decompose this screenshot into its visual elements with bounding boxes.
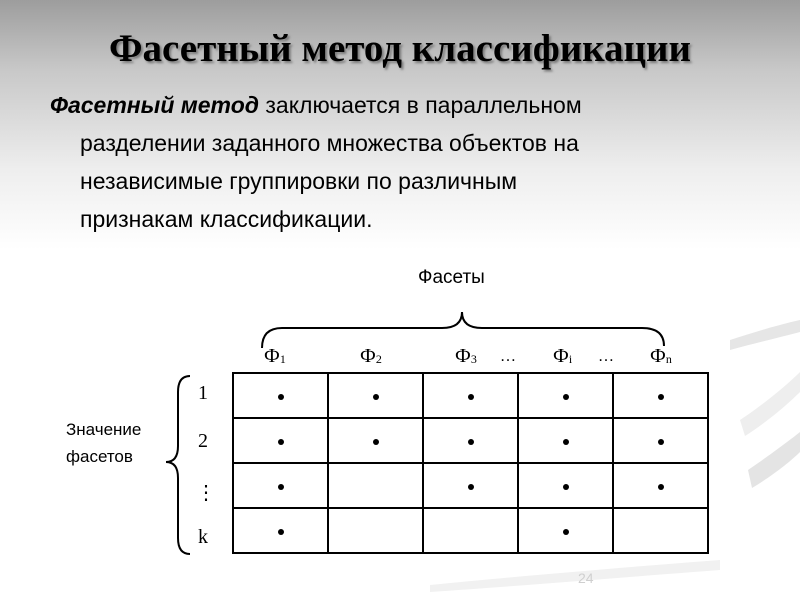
facet-value-dot — [373, 394, 379, 400]
facet-table-body — [233, 373, 708, 553]
facet-ellipsis-2: … — [598, 348, 614, 365]
facet-value-dot — [563, 394, 569, 400]
facet-cell — [518, 418, 613, 463]
facet-value-dot — [278, 439, 284, 445]
facet-header-n-index: n — [665, 352, 672, 366]
facet-value-dot — [468, 439, 474, 445]
row-label-2: 2 — [198, 430, 208, 452]
facet-cell — [613, 508, 708, 553]
facet-cell — [233, 373, 328, 418]
facet-cell — [328, 373, 423, 418]
row-label-1: 1 — [198, 382, 208, 404]
facet-header-2-index: 2 — [375, 352, 382, 366]
slide-title: Фасетный метод классификации — [109, 27, 691, 70]
facet-cell — [423, 373, 518, 418]
table-row — [233, 508, 708, 553]
page-number: 24 — [578, 570, 594, 586]
table-row — [233, 463, 708, 508]
facet-table — [232, 372, 709, 554]
table-row — [233, 373, 708, 418]
paragraph-line-2: разделении заданного множества объектов на — [80, 130, 579, 156]
paragraph-line-3: независимые группировки по различным — [80, 168, 518, 194]
facet-header-1-letter: Ф — [264, 345, 280, 367]
facet-ellipsis-1: … — [500, 348, 516, 365]
facet-cell — [423, 463, 518, 508]
row-label-vdots: ⋮ — [196, 482, 216, 504]
side-label-line-1: Значение — [66, 420, 142, 439]
facet-cell — [233, 463, 328, 508]
facet-header-i-index: i — [568, 352, 573, 366]
facet-value-dot — [373, 439, 379, 445]
side-label-line-2: фасетов — [66, 447, 133, 466]
facet-value-dot — [278, 394, 284, 400]
facet-header-2-letter: Ф — [360, 345, 376, 367]
facet-header-1-index: 1 — [279, 352, 286, 366]
facet-header-n-letter: Ф — [650, 345, 666, 367]
row-label-k: k — [198, 526, 208, 548]
paragraph-line-1-rest: заключается в параллельном — [258, 92, 582, 118]
facet-value-dot — [658, 484, 664, 490]
facet-cell — [423, 418, 518, 463]
facet-cell — [518, 508, 613, 553]
facet-value-dot — [658, 394, 664, 400]
facet-value-dot — [563, 484, 569, 490]
facet-value-dot — [468, 394, 474, 400]
table-row — [233, 418, 708, 463]
facet-value-dot — [468, 484, 474, 490]
facet-value-dot — [563, 529, 569, 535]
paragraph-line-4: признакам классификации. — [80, 206, 373, 232]
facet-cell — [518, 373, 613, 418]
facet-value-dot — [278, 484, 284, 490]
facet-cell — [328, 463, 423, 508]
facet-value-dot — [563, 439, 569, 445]
facet-cell — [423, 508, 518, 553]
facets-caption: Фасеты — [418, 267, 485, 288]
facet-cell — [613, 373, 708, 418]
facet-cell — [328, 418, 423, 463]
facet-header-3-index: 3 — [470, 352, 477, 366]
facet-value-dot — [658, 439, 664, 445]
facet-header-3-letter: Ф — [455, 345, 471, 367]
facet-value-dot — [278, 529, 284, 535]
facet-cell — [613, 418, 708, 463]
facet-header-i-letter: Ф — [553, 345, 569, 367]
facet-cell — [518, 463, 613, 508]
facet-cell — [233, 508, 328, 553]
facet-cell — [233, 418, 328, 463]
term-facet-method: Фасетный метод — [50, 92, 259, 118]
facet-cell — [328, 508, 423, 553]
facet-cell — [613, 463, 708, 508]
